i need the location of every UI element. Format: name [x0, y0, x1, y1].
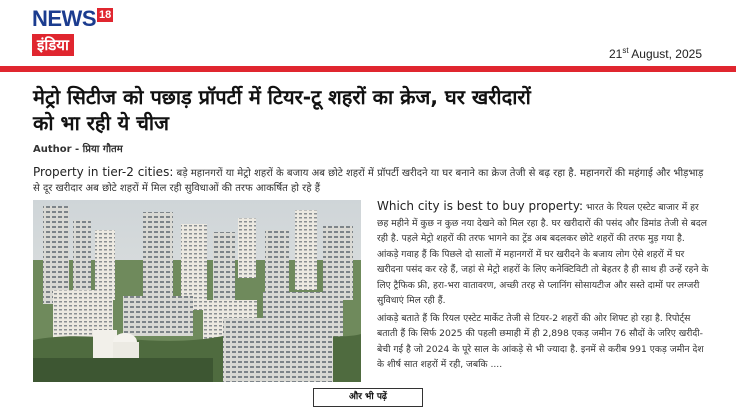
- body-paragraph-1: भारत के रियल एस्टेट बाजार में हर छह महीने में कुछ न कुछ नया देखने को मिल रहा है. घर खरीदारों की पसंद और डिमांड तेजी से बदल रही है. पहले मेट्रो शहरों की तरफ भागने का ट्रेंड अब बदलकर छोटे शहरों की तरफ मुड़ गया है. आंकड़े गवाह हैं कि पिछले दो सालों में महानगरों में घर खरीदने के बजाय लोग ऐसे शहरों में घर खरीदना पसंद कर रहे हैं, जहां से मेट्रो शहरों के लिए कनेक्टिविटी तो बेहतर है ही साथ ही उन्हें रहने के लिए ट्रैफिक फ्री, हरा-भरा वातावरण, अच्छी तरह से प्लानिंग सोसायटीज और सस्ते दामों पर लग्जरी सुविधाएं मिल रही हैं.: [377, 202, 709, 306]
- lead-keyword: Property in tier-2 cities:: [33, 165, 174, 179]
- body-paragraph-2: आंकड़े बताते हैं कि रियल एस्टेट मार्केट तेजी से टियर-2 शहरों की ओर शिफ्ट हो रहा है. रिपोर्ट्स बताती हैं कि सिर्फ 2025 की पहली छमाही में ही 2,898 एकड़ जमीन 76 सौदों के जरिए खरीदी-बेची गई है जो 2024 के पूरे साल के आंकड़े से भी ज्यादा है. इनमें से करीब 991 एकड़ जमीन देश के शीर्ष सात शहरों में रही, जबकि ....: [377, 312, 704, 370]
- article-lead: [33, 165, 713, 196]
- read-more-button[interactable]: और भी पढ़ें: [313, 388, 423, 407]
- article-headline: मेट्रो सिटीज को पछाड़ प्रॉपर्टी में टियर-टू शहरों का क्रेज, घर खरीदारों को भा रही ये चीज: [33, 85, 531, 135]
- article-body: [377, 198, 709, 375]
- logo-18-badge: 18: [99, 9, 112, 21]
- body-subheading: Which city is best to buy property:: [377, 199, 584, 213]
- logo-wordmark: [32, 6, 112, 32]
- body-paragraph: [377, 198, 709, 309]
- city-skyline-photo: [33, 200, 361, 382]
- logo-india-badge: इंडिया: [32, 34, 74, 56]
- publish-date: 21st August, 2025: [609, 46, 702, 61]
- article-author: Author - प्रिया गौतम: [33, 144, 123, 155]
- news18-india-logo[interactable]: [32, 6, 112, 58]
- header-divider: [0, 66, 736, 72]
- lead-text: बड़े महानगरों या मेट्रो शहरों के बजाय अब छोटे शहरों में प्रॉपर्टी खरीदने या घर बनाने का क्रेज तेजी से बढ़ रहा है. महानगरों की महंगाई और भीड़भाड़ से दूर खरीदार अब छोटे शहरों में मिल रही सुविधाओं की तरफ आकर्षित हो रहे हैं: [33, 168, 704, 194]
- logo-news-text: NEWS: [32, 6, 96, 31]
